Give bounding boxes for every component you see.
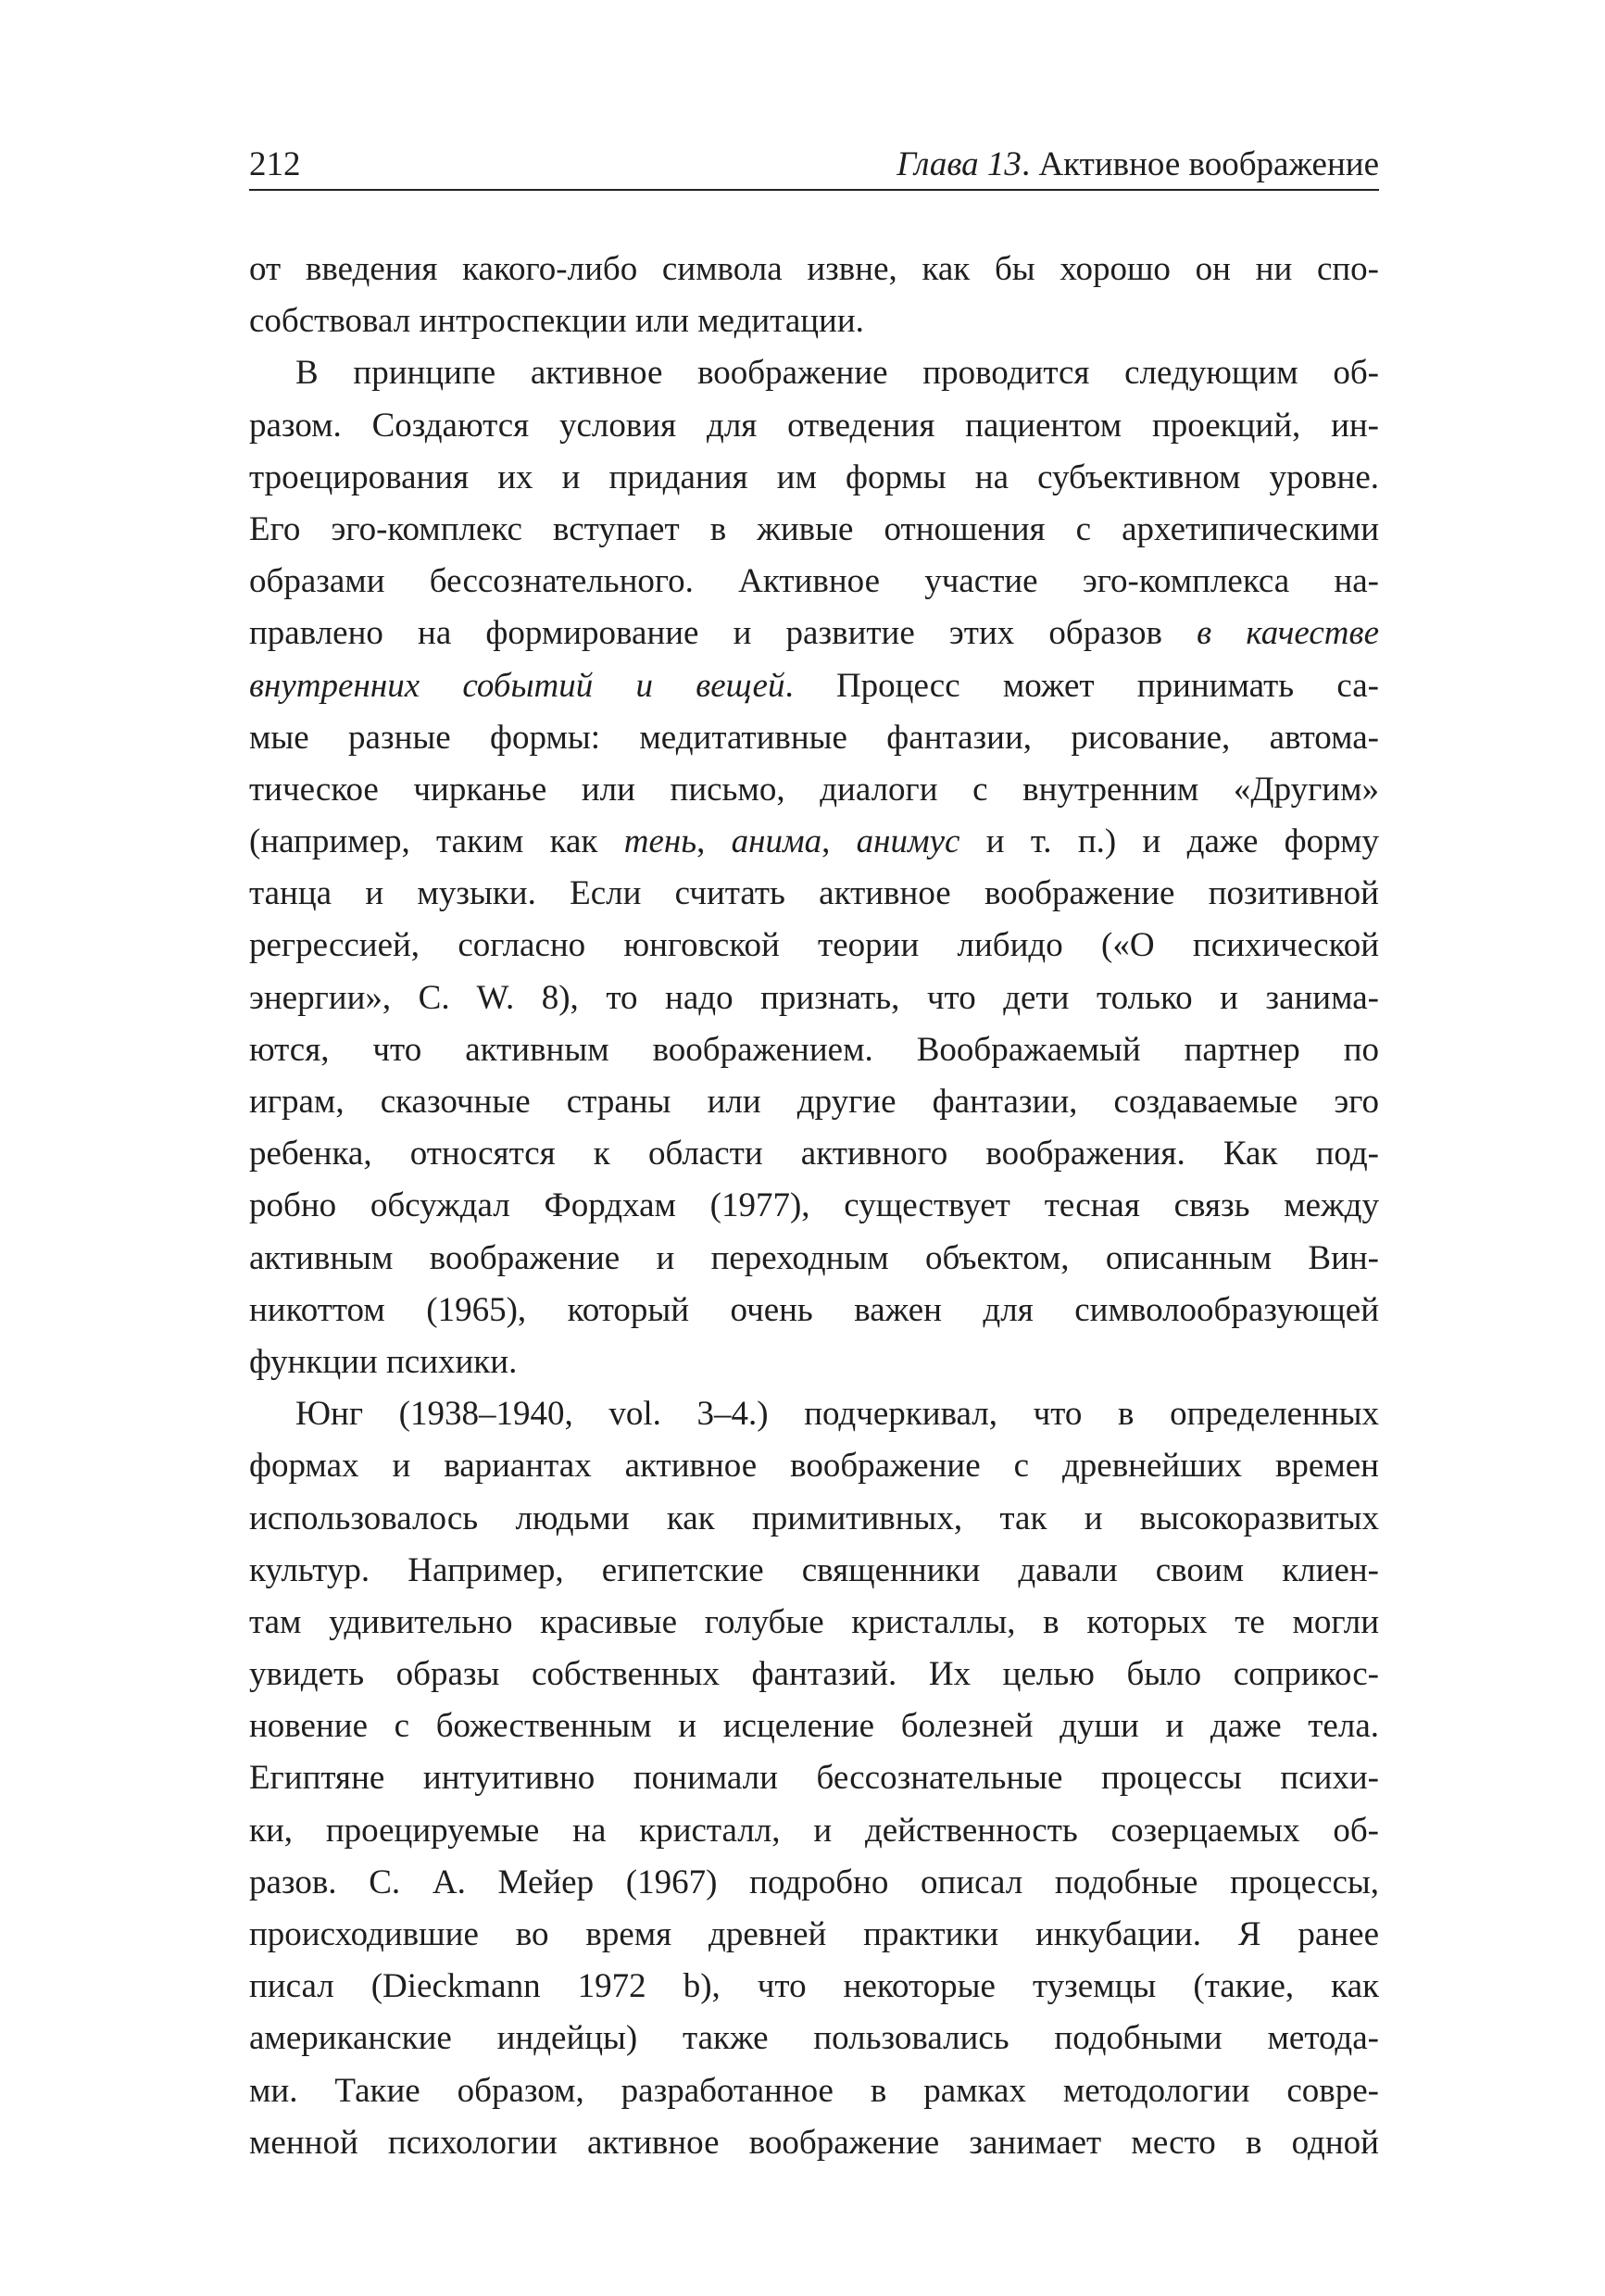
text-span: , (821, 822, 857, 861)
text-span: играм, сказочные страны или другие фантазии, создаваемые эго (249, 1083, 1379, 1121)
chapter-label: Глава 13 (897, 145, 1022, 183)
text-span: менной психологии активное воображение занимает место в одной (249, 2123, 1379, 2162)
paragraph (249, 244, 1379, 347)
text-span: культур. Например, египетские священники давали своим клиен- (249, 1550, 1379, 1589)
text-line (249, 2117, 1379, 2169)
italic-text: анима (731, 822, 822, 861)
text-span: В принципе активное воображение проводится следующим об- (295, 354, 1379, 393)
text-line (249, 347, 1379, 399)
text-span: ми. Такие образом, разработанное в рамках методологии совре- (249, 2071, 1379, 2110)
text-span: . Процесс может принимать са- (784, 666, 1379, 705)
text-span: мые разные формы: медитативные фантазии, рисование, автома- (249, 718, 1379, 757)
text-line (249, 712, 1379, 764)
text-span: увидеть образы собственных фантазий. Их целью было соприкос- (249, 1655, 1379, 1694)
text-line (249, 2013, 1379, 2064)
text-span: и т. п.) и даже форму (959, 822, 1380, 861)
text-line (249, 400, 1379, 452)
text-span: там удивительно красивые голубые кристаллы, в которых те могли (249, 1602, 1379, 1641)
text-line (249, 1752, 1379, 1804)
text-line (249, 1597, 1379, 1649)
page-number: 212 (249, 145, 301, 183)
text-line (249, 1285, 1379, 1336)
italic-text: тень (623, 822, 697, 861)
text-line (249, 1233, 1379, 1285)
text-line (249, 295, 1379, 347)
text-span: собствовал интроспекции или медитации. (249, 302, 864, 341)
text-span: ребенка, относятся к области активного воображения. Как под- (249, 1135, 1379, 1173)
paragraph (249, 347, 1379, 1388)
text-span: функции психики. (249, 1342, 518, 1381)
italic-text: в качестве (1197, 614, 1379, 653)
text-line (249, 1388, 1379, 1440)
text-span: разов. С. А. Мейер (1967) подробно описал подобные процессы, (249, 1863, 1379, 1901)
text-line (249, 1128, 1379, 1180)
text-span: танца и музыки. Если считать активное воображение позитивной (249, 874, 1379, 913)
text-line (249, 1545, 1379, 1597)
text-span: новение с божественным и исцеление болезней души и даже тела. (249, 1707, 1379, 1746)
text-span: Его эго-комплекс вступает в живые отношения с архетипическими (249, 509, 1379, 548)
text-line (249, 868, 1379, 920)
text-line (249, 972, 1379, 1024)
text-span: регрессией, согласно юнговской теории либидо («О психической (249, 926, 1379, 965)
running-header (249, 145, 1379, 191)
text-line (249, 452, 1379, 504)
text-span: тическое чирканье или письмо, диалоги с внутренним «Другим» (249, 770, 1379, 809)
text-line (249, 1440, 1379, 1492)
text-line (249, 920, 1379, 972)
text-span: Египтяне интуитивно понимали бессознательные процессы психи- (249, 1759, 1379, 1798)
text-line (249, 2065, 1379, 2117)
text-line (249, 1336, 1379, 1388)
text-span: робно обсуждал Фордхам (1977), существует тесная связь между (249, 1186, 1379, 1225)
text-span: Юнг (1938–1940, vol. 3–4.) подчеркивал, что в определенных (295, 1395, 1379, 1434)
text-span: разом. Создаются условия для отведения пациентом проекций, ин- (249, 406, 1379, 445)
text-line (249, 504, 1379, 556)
body-text (249, 244, 1379, 2169)
text-span: от введения какого-либо символа извне, как бы хорошо он ни спо- (249, 250, 1379, 288)
chapter-name: . Активное воображение (1021, 145, 1379, 183)
text-line (249, 764, 1379, 816)
text-line (249, 556, 1379, 608)
text-line (249, 1909, 1379, 1961)
text-span: активным воображение и переходным объектом, описанным Вин- (249, 1238, 1379, 1277)
text-line (249, 1180, 1379, 1232)
text-line (249, 1024, 1379, 1076)
text-span: ются, что активным воображением. Воображаемый партнер по (249, 1030, 1379, 1069)
text-line (249, 244, 1379, 295)
text-span: ки, проецируемые на кристалл, и действенность созерцаемых об- (249, 1811, 1379, 1850)
text-line (249, 1493, 1379, 1545)
text-span: троецирования их и придания им формы на субъективном уровне. (249, 458, 1379, 496)
text-span: образами бессознательного. Активное участие эго-комплекса на- (249, 562, 1379, 601)
text-line (249, 1805, 1379, 1857)
text-span: происходившие во время древней практики инкубации. Я ранее (249, 1915, 1379, 1953)
text-line (249, 1961, 1379, 2013)
text-span: энергии», C. W. 8), то надо признать, что дети только и занима- (249, 978, 1379, 1017)
italic-text: анимус (856, 822, 960, 861)
text-span: писал (Dieckmann 1972 b), что некоторые туземцы (такие, как (249, 1967, 1379, 2006)
paragraph (249, 1388, 1379, 2169)
text-line (249, 608, 1379, 659)
text-span: американские индейцы) также пользовались подобными метода- (249, 2019, 1379, 2058)
text-span: , (696, 822, 732, 861)
text-span: использовалось людьми как примитивных, так и высокоразвитых (249, 1499, 1379, 1537)
text-line (249, 1857, 1379, 1909)
text-span: никоттом (1965), который очень важен для символообразующей (249, 1290, 1379, 1329)
text-line (249, 1076, 1379, 1128)
text-span: (например, таким как (249, 822, 624, 861)
text-line (249, 1700, 1379, 1752)
italic-text: внутренних событий и вещей (249, 666, 785, 705)
text-line (249, 1649, 1379, 1700)
text-line (249, 816, 1379, 868)
chapter-title (897, 144, 1379, 185)
text-line (249, 660, 1379, 712)
text-span: формах и вариантах активное воображение с древнейших времен (249, 1447, 1379, 1486)
text-span: правлено на формирование и развитие этих образов (249, 614, 1197, 653)
